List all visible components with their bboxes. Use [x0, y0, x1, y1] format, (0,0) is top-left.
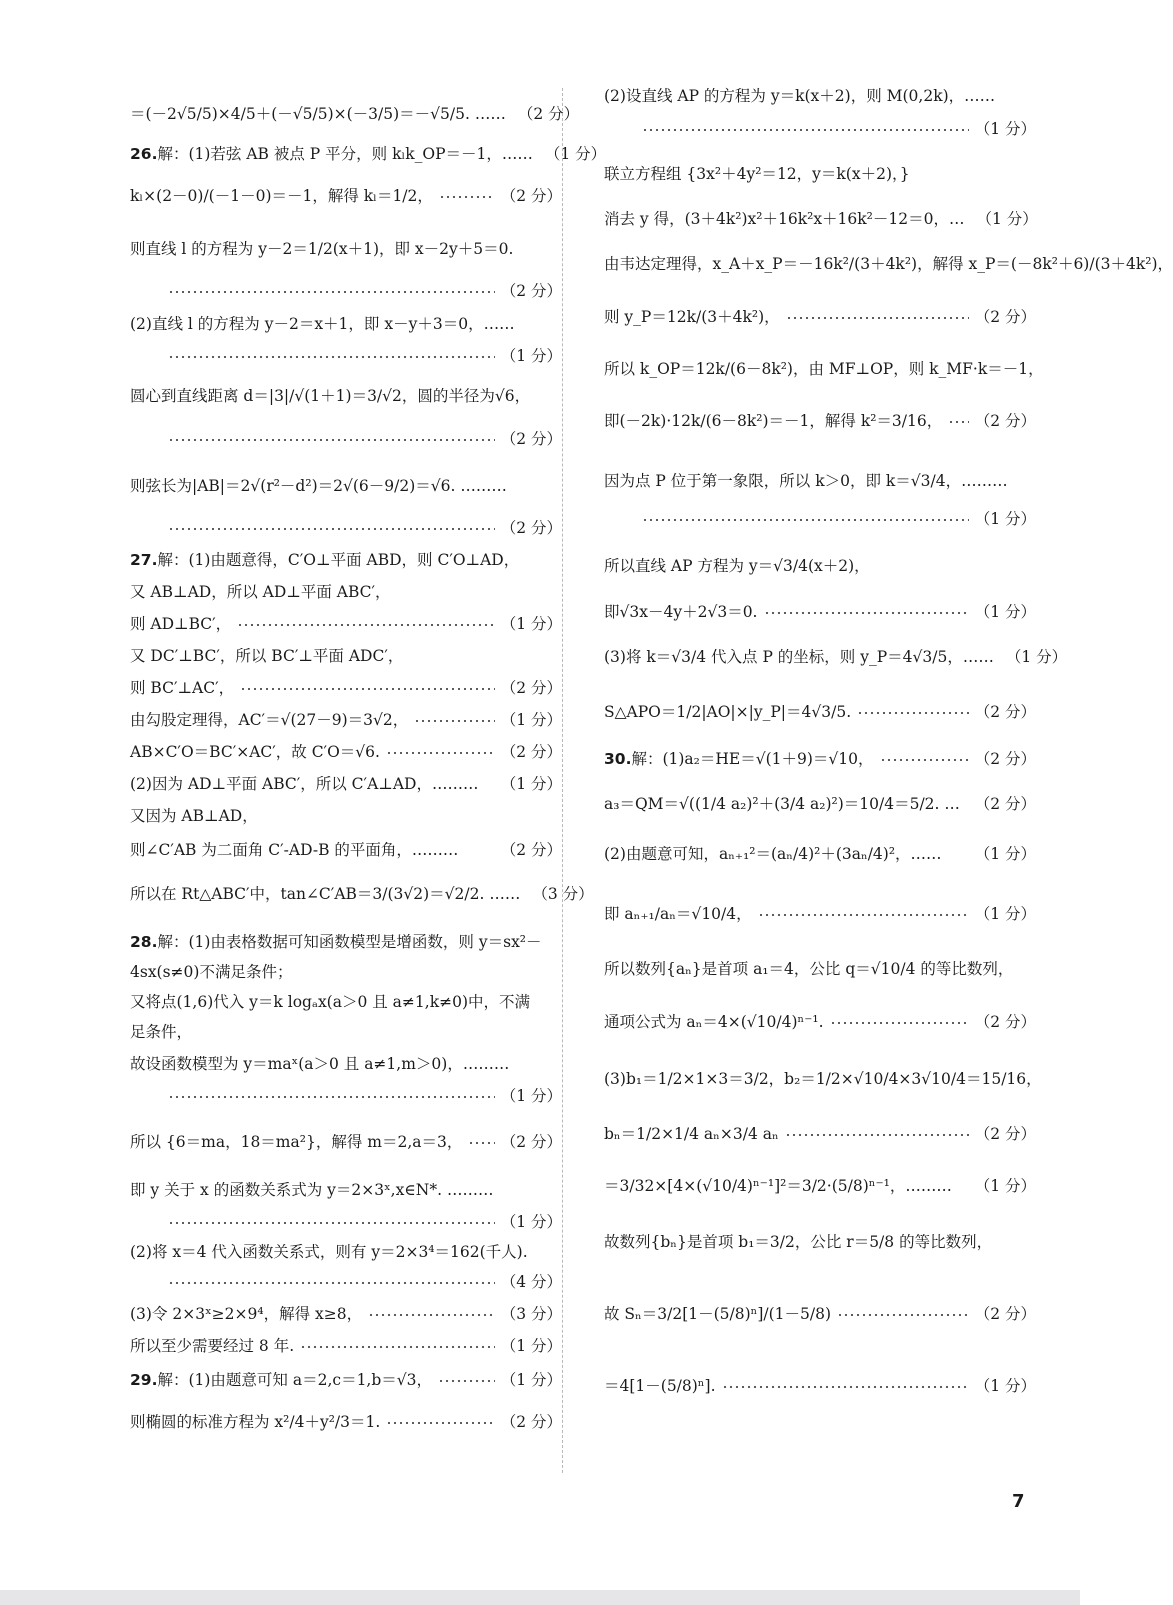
- line-text: 则∠C′AB 为二面角 C′-AD-B 的平面角，………: [130, 841, 459, 860]
- score-label: （2 分）: [500, 430, 562, 449]
- score-label: （1 分）: [1005, 648, 1068, 667]
- line-text: (3)b₁＝1/2×1×3＝3/2，b₂＝1/2×√10/4×3√10/4＝15/16，: [604, 1070, 1042, 1089]
- line-text: 则 BC′⊥AC′，: [130, 679, 235, 698]
- problem-number: 27.: [130, 551, 158, 570]
- dot-leader: [948, 421, 968, 423]
- solution-line: [604, 1008, 1036, 1038]
- problem-number: 30.: [604, 750, 632, 769]
- solution-line: [130, 342, 562, 372]
- solution-line: [604, 250, 1173, 280]
- solution-line: [130, 425, 562, 455]
- line-text: (2)因为 AD⊥平面 ABC′，所以 C′A⊥AD，………: [130, 775, 479, 794]
- solution-line: [130, 472, 562, 502]
- line-text: 故数列{bₙ}是首项 b₁＝3/2，公比 r＝5/8 的等比数列，: [604, 1233, 993, 1252]
- dot-leader: [439, 196, 495, 198]
- solution-line: [604, 82, 1036, 112]
- score-label: （2 分）: [500, 1133, 562, 1152]
- score-label: （3 分）: [532, 885, 594, 904]
- solution-line: [604, 643, 1068, 673]
- score-label: （1 分）: [976, 210, 1038, 229]
- solution-line: [604, 698, 1036, 728]
- problem-number: 29.: [130, 1371, 158, 1390]
- solution-line: [604, 1065, 1042, 1095]
- solution-line: [130, 514, 562, 544]
- score-label: （2 分）: [500, 1413, 562, 1432]
- dot-leader: [764, 612, 969, 614]
- line-text: 联立方程组 {3x²＋4y²＝12，y＝k(x＋2)，}: [604, 165, 910, 184]
- solution-line: [604, 1228, 1036, 1258]
- dot-leader: [168, 439, 495, 441]
- dot-leader: [722, 1386, 969, 1388]
- score-label: （1 分）: [500, 1371, 562, 1390]
- score-label: （1 分）: [974, 1377, 1036, 1396]
- line-text: ＝(－2√5/5)×4/5＋(－√5/5)×(－3/5)＝－√5/5. ……: [130, 105, 506, 124]
- footer-band: [0, 1590, 1080, 1605]
- dot-leader: [785, 1134, 969, 1136]
- score-label: （1 分）: [500, 1337, 562, 1356]
- line-text: 则 AD⊥BC′，: [130, 615, 232, 634]
- solution-line: [130, 546, 562, 576]
- line-text: 即√3x－4y＋2√3＝0.: [604, 603, 758, 622]
- line-text: (2)直线 l 的方程为 y－2＝x＋1，即 x－y＋3＝0，……: [130, 315, 515, 334]
- solution-line: [130, 277, 562, 307]
- solution-line: [130, 610, 562, 640]
- solution-line: [604, 598, 1036, 628]
- dot-leader: [837, 1314, 969, 1316]
- line-text: 又 AB⊥AD，所以 AD⊥平面 ABC′，: [130, 583, 391, 602]
- solution-line: [130, 1238, 562, 1268]
- score-label: （1 分）: [500, 711, 562, 730]
- score-label: （1 分）: [500, 615, 562, 634]
- score-label: （2 分）: [500, 282, 562, 301]
- solution-line: [130, 1268, 562, 1298]
- line-content: 解：(1)由题意可知 a＝2,c＝1,b＝√3，: [157, 1371, 433, 1390]
- line-text: ＝4[1－(5/8)ⁿ].: [604, 1377, 716, 1396]
- solution-line: [604, 467, 1036, 497]
- line-text: [130, 553, 519, 569]
- solution-line: [130, 928, 562, 958]
- score-label: （1 分）: [974, 905, 1036, 924]
- dot-leader: [168, 291, 495, 293]
- line-text: [130, 147, 533, 163]
- solution-line: [604, 205, 1036, 235]
- line-text: (2)由题意可知，aₙ₊₁²＝(aₙ/4)²＋(3aₙ/4)²，……: [604, 845, 942, 864]
- solution-line: [604, 552, 1036, 582]
- solution-line: [130, 770, 562, 800]
- line-text: AB×C′O＝BC′×AC′，故 C′O＝√6.: [130, 743, 380, 762]
- line-text: 即(－2k)·12k/(6－8k²)＝－1，解得 k²＝3/16，: [604, 412, 943, 431]
- line-text: 所以直线 AP 方程为 y＝√3/4(x＋2)，: [604, 557, 870, 576]
- dot-leader: [880, 759, 969, 761]
- line-text: 又因为 AB⊥AD，: [130, 807, 258, 826]
- score-label: （1 分）: [500, 1087, 562, 1106]
- line-text: 所以 k_OP＝12k/(6－8k²)，由 MF⊥OP，则 k_MF·k＝－1，: [604, 360, 1044, 379]
- line-text: 则直线 l 的方程为 y－2＝1/2(x＋1)，即 x－2y＋5＝0.: [130, 240, 514, 259]
- solution-line: [130, 642, 562, 672]
- line-text: (2)将 x＝4 代入函数关系式，则有 y＝2×3⁴＝162(千人).: [130, 1243, 528, 1262]
- solution-line: [130, 1408, 562, 1438]
- dot-leader: [300, 1346, 495, 1348]
- dot-leader: [386, 752, 495, 754]
- line-text: [604, 752, 874, 768]
- solution-line: [130, 1366, 562, 1396]
- dot-leader: [168, 1222, 495, 1224]
- page-number: 7: [1012, 1491, 1025, 1512]
- score-label: （2 分）: [974, 1013, 1036, 1032]
- solution-line: [604, 1172, 1036, 1202]
- score-label: （1 分）: [500, 775, 562, 794]
- dot-leader: [468, 1142, 494, 1144]
- solution-line: [130, 382, 562, 412]
- line-text: (3)将 k＝√3/4 代入点 P 的坐标，则 y_P＝4√3/5，……: [604, 648, 994, 667]
- dot-leader: [386, 1422, 494, 1424]
- line-text: 所以数列{aₙ}是首项 a₁＝4，公比 q＝√10/4 的等比数列，: [604, 960, 1014, 979]
- line-text: bₙ＝1/2×1/4 aₙ×3/4 aₙ: [604, 1125, 779, 1144]
- score-label: （1 分）: [974, 1177, 1036, 1196]
- line-text: 故 Sₙ＝3/2[1－(5/8)ⁿ]/(1－5/8): [604, 1305, 832, 1324]
- dot-leader: [237, 624, 495, 626]
- dot-leader: [368, 1314, 495, 1316]
- score-label: （2 分）: [974, 795, 1036, 814]
- solution-line: [604, 900, 1036, 930]
- column-divider: [562, 88, 563, 1473]
- solution-line: [130, 1208, 562, 1238]
- line-text: 因为点 P 位于第一象限，所以 k＞0，即 k＝√3/4，………: [604, 472, 1008, 491]
- solution-line: [130, 182, 562, 212]
- score-label: （2 分）: [974, 1305, 1036, 1324]
- line-text: 消去 y 得，(3＋4k²)x²＋16k²x＋16k²－12＝0，…: [604, 210, 965, 229]
- line-text: [130, 935, 542, 951]
- line-text: 则椭圆的标准方程为 x²/4＋y²/3＝1.: [130, 1413, 381, 1432]
- score-label: （2 分）: [517, 105, 580, 124]
- dot-leader: [642, 129, 969, 131]
- line-content: 解：(1)由题意得，C′O⊥平面 ABD，则 C′O⊥AD，: [157, 551, 520, 570]
- solution-line: [604, 840, 1036, 870]
- solution-line: [130, 235, 562, 265]
- dot-leader: [240, 688, 495, 690]
- line-text: 则弦长为|AB|＝2√(r²－d²)＝2√(6－9/2)＝√6. ………: [130, 477, 507, 496]
- solution-line: [130, 988, 562, 1018]
- solution-line: [604, 303, 1036, 333]
- score-label: （2 分）: [500, 743, 562, 762]
- dot-leader: [642, 519, 969, 521]
- solution-line: [130, 1018, 562, 1048]
- score-label: （1 分）: [544, 145, 607, 164]
- line-text: ＝3/32×[4×(√10/4)ⁿ⁻¹]²＝3/2·(5/8)ⁿ⁻¹，………: [604, 1177, 952, 1196]
- solution-line: [604, 355, 1044, 385]
- dot-leader: [168, 528, 495, 530]
- solution-line: [130, 1300, 562, 1330]
- score-label: （3 分）: [500, 1305, 562, 1324]
- score-label: （1 分）: [974, 845, 1036, 864]
- score-label: （2 分）: [974, 750, 1036, 769]
- solution-line: [130, 802, 562, 832]
- line-text: 由韦达定理得，x_A＋x_P＝－16k²/(3＋4k²)，解得 x_P＝(－8k²＋6)/(3＋4k²)，: [604, 255, 1173, 274]
- score-label: （4 分）: [500, 1273, 562, 1292]
- line-text: 圆心到直线距离 d＝|3|/√(1＋1)＝3/√2，圆的半径为√6，: [130, 387, 531, 406]
- line-text: S△APO＝1/2|AO|×|y_P|＝4√3/5.: [604, 703, 852, 722]
- solution-line: [604, 115, 1036, 145]
- solution-line: [130, 1082, 562, 1112]
- line-text: 4sx(s≠0)不满足条件；: [130, 963, 293, 982]
- solution-line: [130, 1176, 562, 1206]
- score-label: （2 分）: [500, 519, 562, 538]
- solution-line: [130, 310, 562, 340]
- score-label: （2 分）: [974, 308, 1036, 327]
- line-text: (3)令 2×3ˣ≥2×9⁴，解得 x≥8，: [130, 1305, 363, 1324]
- dot-leader: [168, 356, 495, 358]
- dot-leader: [857, 712, 969, 714]
- score-label: （1 分）: [500, 1213, 562, 1232]
- line-text: 所以 {6＝ma，18＝ma²}，解得 m＝2,a＝3，: [130, 1133, 463, 1152]
- score-label: （2 分）: [974, 703, 1036, 722]
- solution-line: [130, 140, 607, 170]
- score-label: （1 分）: [974, 603, 1036, 622]
- score-label: （1 分）: [500, 347, 562, 366]
- solution-line: [604, 1120, 1036, 1150]
- line-text: 即 aₙ₊₁/aₙ＝√10/4，: [604, 905, 752, 924]
- line-text: 又将点(1,6)代入 y＝k logₐx(a＞0 且 a≠1,k≠0)中，不满: [130, 993, 530, 1012]
- dot-leader: [168, 1096, 495, 1098]
- line-text: [130, 1373, 432, 1389]
- solution-line: [604, 955, 1036, 985]
- line-text: a₃＝QM＝√((1/4 a₂)²＋(3/4 a₂)²)＝10/4＝5/2. …: [604, 795, 960, 814]
- line-content: 解：(1)由表格数据可知函数模型是增函数，则 y＝sx²－: [157, 933, 542, 952]
- solution-line: [130, 578, 562, 608]
- dot-leader: [438, 1380, 495, 1382]
- solution-line: [130, 836, 562, 866]
- score-label: （2 分）: [500, 187, 562, 206]
- solution-line: [604, 790, 1036, 820]
- line-text: 由勾股定理得，AC′＝√(27－9)＝3√2，: [130, 711, 409, 730]
- solution-line: [130, 880, 594, 910]
- solution-line: [604, 745, 1036, 775]
- problem-number: 26.: [130, 145, 158, 164]
- problem-number: 28.: [130, 933, 158, 952]
- line-content: 解：(1)a₂＝HE＝√(1＋9)＝√10，: [631, 750, 874, 769]
- line-text: 所以至少需要经过 8 年.: [130, 1337, 295, 1356]
- line-text: 则 y_P＝12k/(3＋4k²)，: [604, 308, 780, 327]
- solution-line: [130, 1332, 562, 1362]
- solution-line: [604, 1372, 1036, 1402]
- solution-line: [604, 407, 1036, 437]
- solution-line: [604, 1300, 1036, 1330]
- solution-line: [604, 505, 1036, 535]
- line-text: kₗ×(2－0)/(－1－0)＝－1，解得 kₗ＝1/2，: [130, 187, 433, 206]
- score-label: （2 分）: [974, 1125, 1036, 1144]
- solution-line: [130, 1128, 562, 1158]
- dot-leader: [758, 914, 969, 916]
- dot-leader: [414, 720, 494, 722]
- line-text: 所以在 Rt△ABC′中，tan∠C′AB＝3/(3√2)＝√2/2. ……: [130, 885, 521, 904]
- dot-leader: [786, 317, 969, 319]
- dot-leader: [168, 1282, 495, 1284]
- line-content: 解：(1)若弦 AB 被点 P 平分，则 kₗk_OP＝－1，……: [157, 145, 533, 164]
- solution-line: [604, 160, 1036, 190]
- line-text: 即 y 关于 x 的函数关系式为 y＝2×3ˣ,x∈N*. ………: [130, 1181, 494, 1200]
- score-label: （2 分）: [500, 841, 562, 860]
- solution-line: [130, 958, 562, 988]
- solution-line: [130, 706, 562, 736]
- score-label: （2 分）: [500, 679, 562, 698]
- score-label: （1 分）: [974, 510, 1036, 529]
- score-label: （1 分）: [974, 120, 1036, 139]
- score-label: （2 分）: [974, 412, 1036, 431]
- solution-line: [130, 100, 580, 130]
- solution-line: [130, 738, 562, 768]
- line-text: (2)设直线 AP 的方程为 y＝k(x＋2)，则 M(0,2k)，……: [604, 87, 996, 106]
- line-text: 通项公式为 aₙ＝4×(√10/4)ⁿ⁻¹.: [604, 1013, 824, 1032]
- dot-leader: [830, 1022, 969, 1024]
- line-text: 又 DC′⊥BC′，所以 BC′⊥平面 ADC′，: [130, 647, 404, 666]
- line-text: 足条件，: [130, 1023, 193, 1042]
- solution-line: [130, 1050, 562, 1080]
- solution-line: [130, 674, 562, 704]
- line-text: 故设函数模型为 y＝maˣ(a＞0 且 a≠1,m＞0)，………: [130, 1055, 510, 1074]
